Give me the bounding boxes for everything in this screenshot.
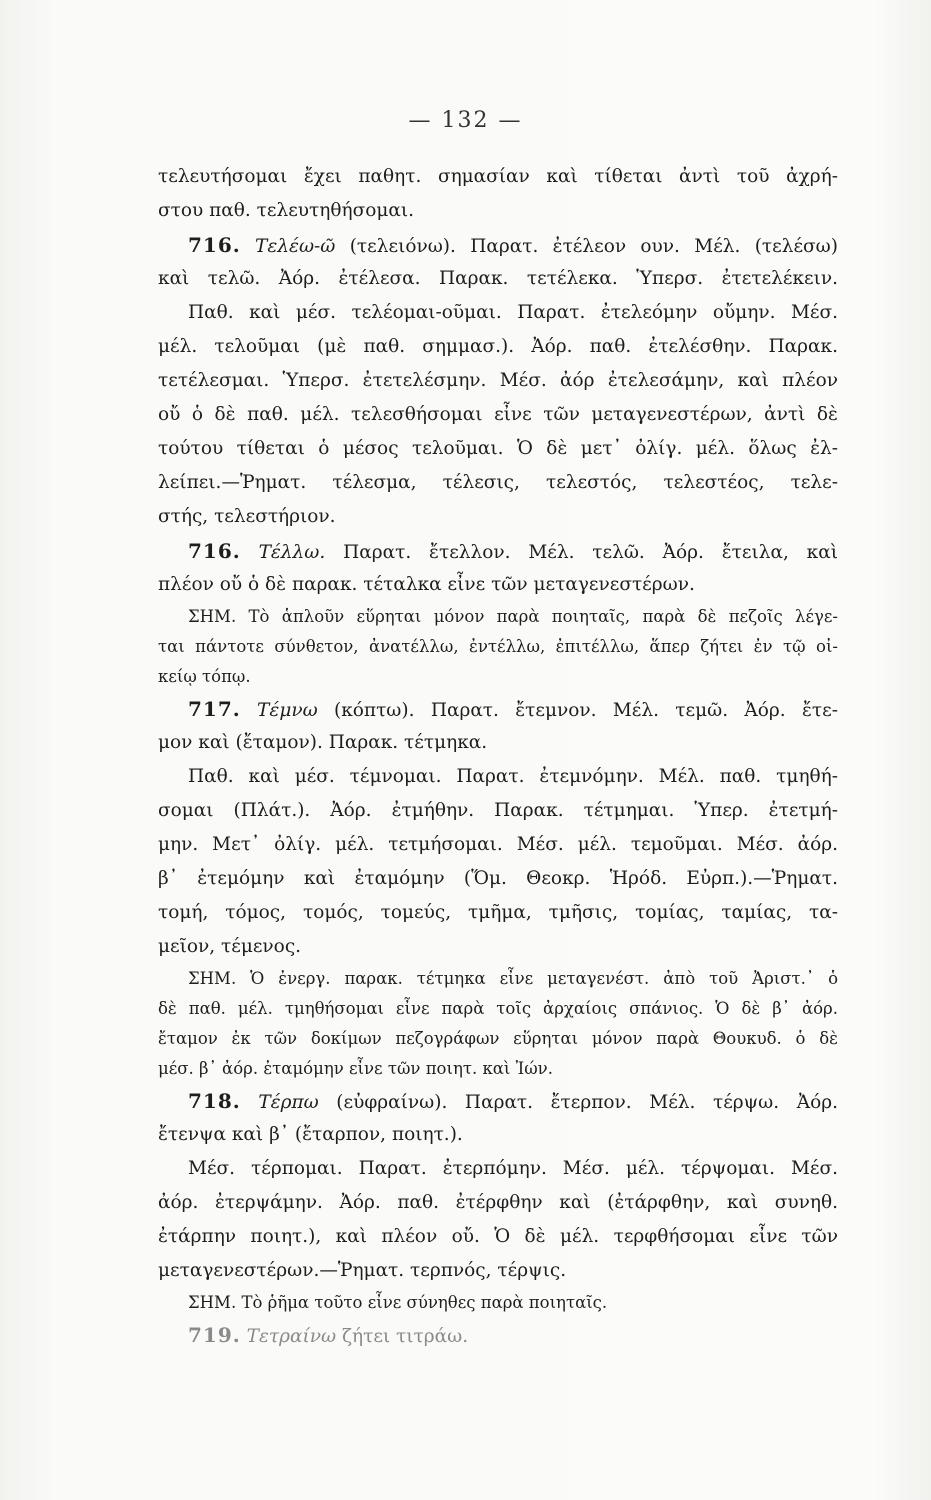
text-line xyxy=(158,994,838,1024)
text-line xyxy=(158,160,838,194)
text-line xyxy=(158,726,838,760)
entry-number: 716. xyxy=(188,539,241,563)
line-text: μεῖον, τέμενος. xyxy=(158,936,302,957)
text-line xyxy=(158,500,838,534)
line-text: οὔ ὁ δὲ παθ. μέλ. τελεσθήσομαι εἶνε τῶν μεταγενεστέρων, ἀντὶ δὲ xyxy=(158,404,838,425)
line-text: Παθ. καὶ μέσ. τέμνομαι. Παρατ. ἐτεμνόμην. Μέλ. παθ. τμηθή- xyxy=(188,766,838,787)
line-text: μέσ. β᾽ ἀόρ. ἐταμόμην εἶνε τῶν ποιητ. καὶ Ἰών. xyxy=(158,1059,553,1078)
text-line xyxy=(158,1254,838,1288)
text-line xyxy=(158,1288,838,1318)
line-text: τούτου τίθεται ὁ μέσος τελοῦμαι. Ὁ δὲ μετ᾽ ὀλίγ. μέλ. ὅλως ἐλ- xyxy=(158,438,838,459)
line-text: Μέσ. τέρπομαι. Παρατ. ἐτερπόμην. Μέσ. μέλ. τέρψομαι. Μέσ. xyxy=(188,1158,838,1179)
line-text: ἐτάρπην ποιητ.), καὶ πλέον οὔ. Ὁ δὲ μέλ. τερφθήσομαι εἶνε τῶν xyxy=(158,1226,838,1247)
line-text: ζήτει τιτράω. xyxy=(341,1326,469,1347)
text-line xyxy=(158,1084,838,1118)
line-text: ἀόρ. ἐτερψάμην. Ἀόρ. παθ. ἐτέρφθην καὶ (ἐτάρφθην, καὶ συνηθ. xyxy=(158,1192,838,1213)
entry-headword: Τέρπω xyxy=(258,1092,319,1113)
line-text: τετέλεσμαι. Ὑπερσ. ἐτετελέσμην. Μέσ. ἀόρ ἐτελεσάμην, καὶ πλέον xyxy=(158,370,838,391)
line-text: ται πάντοτε σύνθετον, ἀνατέλλω, ἐντέλλω, ἐπιτέλλω, ἅπερ ζήτει ἐν τῷ οἰ- xyxy=(158,637,838,656)
line-text: στής, τελεστήριον. xyxy=(158,506,336,527)
line-text: Παρατ. ἔτελλον. Μέλ. τελῶ. Ἀόρ. ἔτειλα, καὶ xyxy=(343,542,838,563)
text-line xyxy=(158,896,838,930)
text-line xyxy=(158,568,838,602)
line-text: ΣΗΜ. Τὸ ἁπλοῦν εὕρηται μόνον παρὰ ποιηταῖς, παρὰ δὲ πεζοῖς λέγε- xyxy=(188,607,838,626)
text-line xyxy=(158,364,838,398)
line-text: ΣΗΜ. Ὁ ἐνεργ. παρακ. τέτμηκα εἶνε μεταγενέστ. ἀπὸ τοῦ Ἀριστ.᾽ ὁ xyxy=(188,969,838,988)
text-line xyxy=(158,794,838,828)
text-line xyxy=(158,534,838,568)
line-text: καὶ τελῶ. Ἀόρ. ἐτέλεσα. Παρακ. τετέλεκα. Ὑπερσ. ἐτετελέκειν. xyxy=(158,268,838,289)
line-text: κείῳ τόπῳ. xyxy=(158,667,251,686)
text-line xyxy=(158,296,838,330)
text-line xyxy=(158,466,838,500)
text-line xyxy=(158,964,838,994)
line-text: (κόπτω). Παρατ. ἔτεμνον. Μέλ. τεμῶ. Ἀόρ. ἔτε- xyxy=(334,700,838,721)
text-line xyxy=(158,228,838,262)
text-line xyxy=(158,1220,838,1254)
text-line xyxy=(158,432,838,466)
text-line xyxy=(158,1318,838,1352)
line-text: μέλ. τελοῦμαι (μὲ παθ. σημμασ.). Ἀόρ. παθ. ἐτελέσθην. Παρακ. xyxy=(158,336,838,357)
line-text: δὲ παθ. μέλ. τμηθήσομαι εἶνε παρὰ τοῖς ἀρχαίοις σπάνιος. Ὁ δὲ β᾽ ἀόρ. xyxy=(158,999,838,1018)
line-text: (εὐφραίνω). Παρατ. ἔτερπον. Μέλ. τέρψω. Ἀόρ. xyxy=(336,1092,838,1113)
entry-number: 717. xyxy=(188,697,241,721)
entry-headword: Τέλλω. xyxy=(258,542,326,563)
line-text: (τελειόνω). Παρατ. ἐτέλεον ουν. Μέλ. (τελέσω) xyxy=(349,236,838,257)
text-line xyxy=(158,1152,838,1186)
text-line xyxy=(158,398,838,432)
line-text: ΣΗΜ. Τὸ ῥῆμα τοῦτο εἶνε σύνηθες παρὰ ποιηταῖς. xyxy=(188,1293,608,1312)
line-text: στου παθ. τελευτηθήσομαι. xyxy=(158,200,415,221)
line-text: ἔτενψα καὶ β᾽ (ἔταρπον, ποιητ.). xyxy=(158,1124,463,1145)
line-text: β᾽ ἐτεμόμην καὶ ἐταμόμην (Ὅμ. Θεοκρ. Ἡρόδ. Εὐρπ.).—Ῥηματ. xyxy=(158,868,838,889)
page-number: — 132 — xyxy=(408,108,523,133)
text-line xyxy=(158,692,838,726)
line-text: Παθ. καὶ μέσ. τελέομαι-οῦμαι. Παρατ. ἐτελεόμην οὔμην. Μέσ. xyxy=(188,302,838,323)
line-text: μον καὶ (ἔταμον). Παρακ. τέτμηκα. xyxy=(158,732,488,753)
line-text: σομαι (Πλάτ.). Ἀόρ. ἐτμήθην. Παρακ. τέτμημαι. Ὑπερ. ἐτετμή- xyxy=(158,800,838,821)
line-text: λείπει.—Ῥηματ. τέλεσμα, τέλεσις, τελεστός, τελεστέος, τελε- xyxy=(158,472,838,493)
entry-number: 719. xyxy=(188,1323,241,1347)
line-text: μην. Μετ᾽ ὀλίγ. μέλ. τετμήσομαι. Μέσ. μέλ. τεμοῦμαι. Μέσ. ἀόρ. xyxy=(158,834,838,855)
text-line xyxy=(158,862,838,896)
text-line xyxy=(158,262,838,296)
line-text: ἔταμον ἐκ τῶν δοκίμων πεζογράφων εὕρηται μόνον παρὰ Θουκυδ. ὁ δὲ xyxy=(158,1029,838,1048)
text-line xyxy=(158,330,838,364)
text-line xyxy=(158,760,838,794)
text-line xyxy=(158,1186,838,1220)
text-line xyxy=(158,930,838,964)
text-line xyxy=(158,1054,838,1084)
entry-headword: Τέμνω xyxy=(257,700,318,721)
text-line xyxy=(158,1118,838,1152)
line-text: τελευτήσομαι ἔχει παθητ. σημασίαν καὶ τίθεται ἀντὶ τοῦ ἀχρή- xyxy=(158,166,838,187)
line-text: τομή, τόμος, τομός, τομεύς, τμῆμα, τμῆσις, τομίας, ταμίας, τα- xyxy=(158,902,838,923)
line-text: πλέον οὔ ὁ δὲ παρακ. τέταλκα εἶνε τῶν μεταγενεστέρων. xyxy=(158,574,695,595)
text-line xyxy=(158,632,838,662)
text-block xyxy=(158,160,838,1352)
entry-number: 716. xyxy=(188,233,241,257)
text-line xyxy=(158,1024,838,1054)
entry-headword: Τελέω-ῶ xyxy=(255,236,336,257)
entry-headword: Τετραίνω xyxy=(246,1326,337,1347)
text-line xyxy=(158,602,838,632)
line-text: μεταγενεστέρων.—Ῥηματ. τερπνός, τέρψις. xyxy=(158,1260,567,1281)
text-line xyxy=(158,194,838,228)
entry-number: 718. xyxy=(188,1089,241,1113)
text-line xyxy=(158,828,838,862)
text-line xyxy=(158,662,838,692)
